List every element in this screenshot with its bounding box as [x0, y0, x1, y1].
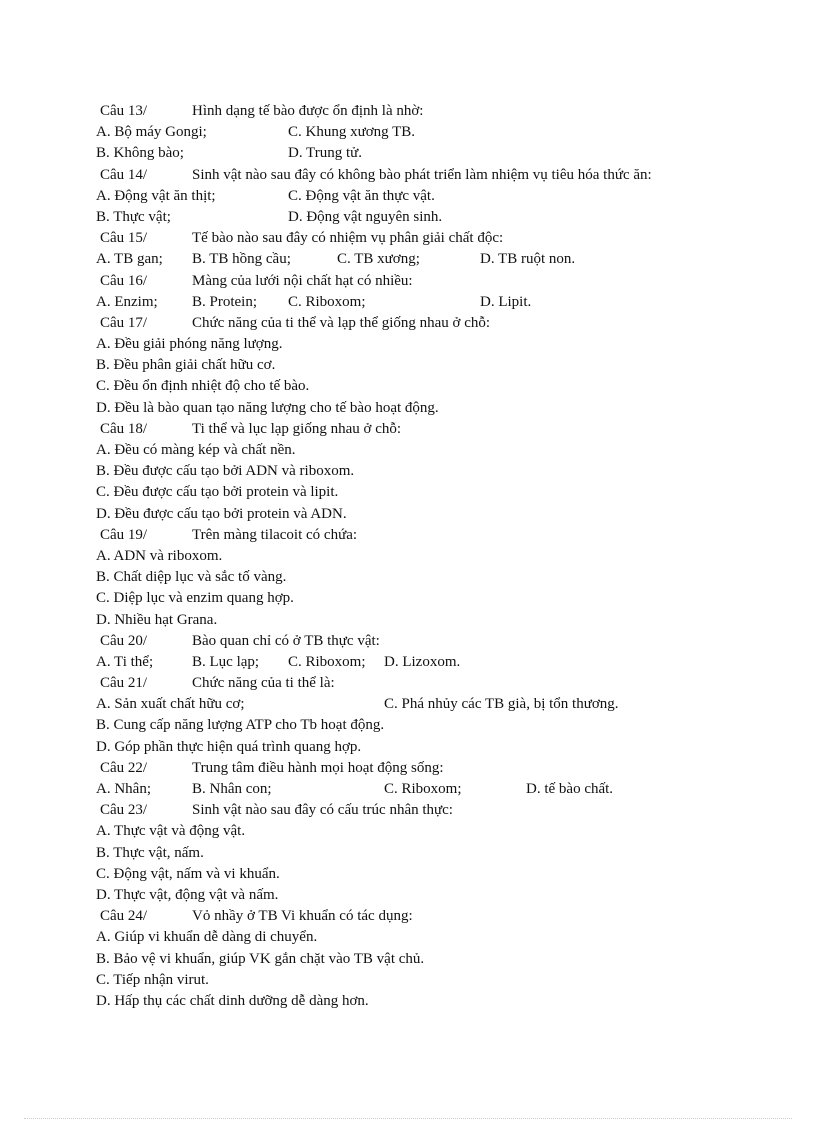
- question-number: Câu 17/: [100, 314, 148, 331]
- answer-option: A. Nhân;: [96, 781, 151, 797]
- page-bottom-rule: [24, 1118, 792, 1119]
- question-text: Màng của lưới nội chất hạt có nhiều:: [192, 272, 413, 289]
- option-row: [96, 482, 776, 503]
- answer-option: D. tế bào chất.: [526, 781, 614, 797]
- answer-option: B. Chất diệp lục và sắc tố vàng.: [96, 569, 287, 586]
- option-row: [96, 249, 776, 270]
- question-text: Vỏ nhầy ở TB Vi khuẩn có tác dụng:: [192, 908, 413, 925]
- answer-option: A. Đều có màng kép và chất nền.: [96, 442, 296, 458]
- answer-option: D. Lipit.: [480, 293, 532, 310]
- option-row: [96, 567, 776, 588]
- question-header: [96, 419, 776, 440]
- answer-option: D. Góp phần thực hiện quá trình quang hợp.: [96, 738, 362, 755]
- option-row: [96, 652, 776, 673]
- question-number: Câu 20/: [100, 632, 148, 649]
- option-row: [96, 546, 776, 567]
- question-text: Chức năng của ti thể là:: [192, 675, 335, 692]
- answer-option: B. Thực vật, nấm.: [96, 844, 204, 861]
- answer-option: C. Động vật, nấm và vi khuẩn.: [96, 865, 280, 882]
- question-text: Chức năng của ti thể và lạp thể giống nhau ở chỗ:: [192, 314, 491, 331]
- question-text: Trung tâm điều hành mọi hoạt động sống:: [192, 759, 444, 776]
- question-header: [96, 800, 776, 821]
- answer-option: A. Thực vật và động vật.: [96, 823, 246, 840]
- question-text: Hình dạng tế bào được ổn định là nhờ:: [192, 103, 424, 119]
- answer-option: B. Nhân con;: [192, 781, 272, 797]
- answer-option: D. TB ruột non.: [480, 251, 576, 268]
- option-row: [96, 186, 776, 207]
- option-row: [96, 207, 776, 228]
- question-header: [96, 525, 776, 546]
- answer-option: D. Động vật nguyên sinh.: [288, 208, 443, 225]
- answer-option: D. Thực vật, động vật và nấm.: [96, 886, 279, 903]
- option-row: [96, 143, 776, 164]
- question-text: Bào quan chỉ có ở TB thực vật:: [192, 632, 380, 649]
- answer-option: B. Đều được cấu tạo bởi ADN và riboxom.: [96, 463, 355, 480]
- answer-option: B. Đều phân giải chất hữu cơ.: [96, 357, 276, 374]
- question-text: Sinh vật nào sau đây có không bào phát triển làm nhiệm vụ tiêu hóa thức ăn:: [192, 166, 652, 183]
- option-row: [96, 991, 776, 1012]
- answer-option: B. TB hồng cầu;: [192, 251, 291, 268]
- question-text: Sinh vật nào sau đây có cấu trúc nhân thực:: [192, 802, 453, 819]
- answer-option: C. Khung xương TB.: [288, 124, 416, 141]
- answer-option: A. Bộ máy Gongi;: [96, 124, 207, 141]
- option-row: [96, 461, 776, 482]
- answer-option: B. Protein;: [192, 293, 258, 310]
- question-text: Trên màng tilacoit có chứa:: [192, 526, 358, 543]
- answer-option: A. Sản xuất chất hữu cơ;: [96, 696, 245, 713]
- answer-option: C. Đều ổn định nhiệt độ cho tế bào.: [96, 378, 310, 395]
- answer-option: D. Nhiều hạt Grana.: [96, 611, 218, 628]
- question-text: Tế bào nào sau đây có nhiệm vụ phân giải chất độc:: [192, 230, 504, 247]
- question-header: [96, 673, 776, 694]
- option-row: [96, 970, 776, 991]
- question-number: Câu 23/: [100, 802, 148, 819]
- option-row: [96, 122, 776, 143]
- answer-option: C. TB xương;: [337, 251, 420, 268]
- answer-option: B. Lục lạp;: [192, 653, 260, 670]
- answer-option: B. Cung cấp năng lượng ATP cho Tb hoạt động.: [96, 717, 385, 734]
- option-row: [96, 334, 776, 355]
- answer-option: A. Enzim;: [96, 293, 158, 310]
- question-header: [96, 228, 776, 249]
- answer-option: C. Riboxom;: [288, 293, 366, 310]
- option-row: [96, 737, 776, 758]
- answer-option: C. Phá nhủy các TB già, bị tổn thương.: [384, 696, 619, 713]
- option-row: [96, 821, 776, 842]
- option-row: [96, 949, 776, 970]
- answer-option: B. Bảo vệ vi khuẩn, giúp VK gắn chặt vào TB vật chủ.: [96, 950, 425, 967]
- question-header: [96, 101, 776, 122]
- question-header: [96, 631, 776, 652]
- question-number: Câu 13/: [100, 103, 148, 119]
- question-header: [96, 758, 776, 779]
- option-row: [96, 885, 776, 906]
- question-number: Câu 21/: [100, 675, 148, 692]
- option-row: [96, 440, 776, 461]
- option-row: [96, 927, 776, 948]
- answer-option: C. Đều được cấu tạo bởi protein và lipit.: [96, 484, 339, 501]
- option-row: [96, 715, 776, 736]
- question-number: Câu 15/: [100, 230, 148, 247]
- option-row: [96, 376, 776, 397]
- answer-option: D. Hấp thụ các chất dinh dưỡng dễ dàng hơn.: [96, 992, 369, 1009]
- option-row: [96, 779, 776, 800]
- question-number: Câu 14/: [100, 166, 148, 183]
- question-header: [96, 313, 776, 334]
- option-row: [96, 864, 776, 885]
- question-list: [96, 101, 776, 1012]
- answer-option: B. Không bào;: [96, 145, 184, 162]
- answer-option: D. Đều là bào quan tạo năng lượng cho tế bào hoạt động.: [96, 399, 439, 416]
- option-row: [96, 504, 776, 525]
- question-number: Câu 16/: [100, 272, 148, 289]
- answer-option: C. Diệp lục và enzim quang hợp.: [96, 590, 294, 607]
- answer-option: D. Trung tử.: [288, 145, 362, 162]
- answer-option: D. Đều được cấu tạo bởi protein và ADN.: [96, 505, 347, 522]
- option-row: [96, 588, 776, 609]
- option-row: [96, 843, 776, 864]
- question-header: [96, 165, 776, 186]
- question-number: Câu 24/: [100, 908, 148, 925]
- option-row: [96, 610, 776, 631]
- option-row: [96, 694, 776, 715]
- question-number: Câu 19/: [100, 526, 148, 543]
- option-row: [96, 355, 776, 376]
- answer-option: A. Giúp vi khuẩn dễ dàng di chuyển.: [96, 929, 318, 946]
- answer-option: D. Lizoxom.: [384, 653, 461, 670]
- question-number: Câu 18/: [100, 420, 148, 437]
- answer-option: C. Riboxom;: [384, 781, 462, 797]
- answer-option: A. Động vật ăn thịt;: [96, 187, 216, 204]
- answer-option: A. Đều giải phóng năng lượng.: [96, 336, 283, 353]
- answer-option: C. Riboxom;: [288, 653, 366, 670]
- answer-option: A. TB gan;: [96, 251, 163, 268]
- question-number: Câu 22/: [100, 759, 148, 776]
- answer-option: B. Thực vật;: [96, 208, 171, 225]
- answer-option: A. Ti thể;: [96, 653, 154, 670]
- question-header: [96, 271, 776, 292]
- answer-option: C. Tiếp nhận virut.: [96, 971, 209, 988]
- answer-option: C. Động vật ăn thực vật.: [288, 187, 435, 204]
- answer-option: A. ADN và riboxom.: [96, 547, 223, 564]
- option-row: [96, 292, 776, 313]
- question-header: [96, 906, 776, 927]
- option-row: [96, 398, 776, 419]
- question-text: Ti thể và lục lạp giống nhau ở chỗ:: [192, 420, 402, 437]
